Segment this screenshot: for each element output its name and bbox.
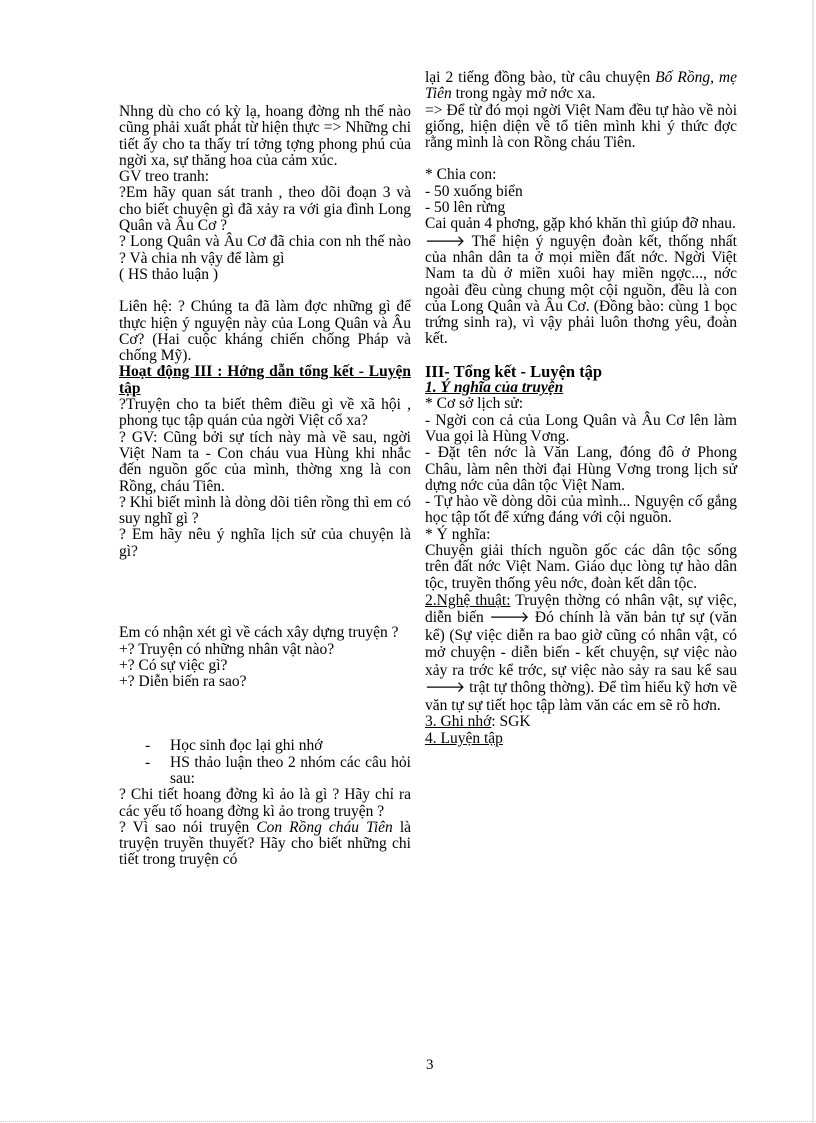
bullet-list: [119, 738, 411, 787]
arrow-right-icon: 🡒: [489, 608, 530, 627]
subsection-heading: 2.Nghệ thuật:: [425, 591, 511, 609]
list-item: - 50 lên rừng: [425, 199, 506, 217]
question: +? Diễn biến ra sao?: [119, 673, 247, 691]
question: ? Long Quân và Âu Cơ đã chia con nh thế nào ? Và chia nh vậy để làm gì: [119, 233, 411, 267]
list-item: - 50 xuống biển: [425, 182, 523, 200]
question: ?Truyện cho ta biết thêm điều gì về xã hội , phong tục tập quán của ngời Việt cổ xa?: [119, 396, 411, 430]
right-column: [425, 70, 737, 747]
arrow-right-icon: 🡒: [425, 678, 466, 697]
paragraph: Nhng dù cho có kỳ lạ, hoang đờng nh thế nào cũng phải xuất phát từ hiện thực => Những chi tiết ấy cho ta thấy trí tởng tợng phong phú của ngời xa, sự thăng hoa của cảm xúc.: [119, 103, 411, 169]
paragraph: lại 2 tiếng đồng bào, từ câu chuyện Bố Rồng, mẹ Tiên trong ngày mở nớc xa.: [425, 69, 737, 103]
subsection-heading: 4. Luyện tập: [425, 729, 503, 747]
question: ? GV: Cũng bởi sự tích này mà về sau, ngời Việt Nam ta - Con cháu vua Hùng khi nhắc đến nguồn gốc của mình, thờng xng là con Rồng, cháu Tiên.: [119, 428, 411, 495]
question: +? Truyện có những nhân vật nào?: [119, 640, 335, 658]
arrow-right-icon: 🡒: [425, 231, 466, 250]
paragraph: - Đặt tên nớc là Văn Lang, đóng đô ở Phong Châu, làm nên thời đại Hùng Vơng trong lịch sử dựng nớc của dân tộc Việt Nam.: [425, 444, 737, 494]
paragraph: Cai quản 4 phơng, gặp khó khăn thì giúp đỡ nhau.: [425, 215, 736, 233]
question: Em có nhận xét gì về cách xây dựng truyện ?: [119, 624, 399, 642]
question: ? Vì sao nói truyện Con Rồng cháu Tiên là truyện truyền thuyết? Hãy cho biết những chi tiết trong truyện có: [119, 818, 412, 869]
page-number: 3: [426, 1057, 434, 1073]
question: ?Em hãy quan sát tranh , theo dõi đoạn 3 và cho biết chuyện gì đã xảy ra với gia đình Long Quân và Âu Cơ ?: [119, 184, 411, 235]
paragraph: => Để từ đó mọi ngời Việt Nam đều tự hào về nòi giống, hiện diện về tổ tiên mình khi ý thức đợc rằng mình là con Rồng cháu Tiên.: [425, 101, 737, 152]
scrollbar[interactable]: [812, 0, 814, 1123]
paragraph: - Tự hào về dòng dõi của mình... Nguyện cố gắng học tập tốt để xứng đáng với cội nguồn.: [425, 493, 737, 527]
left-column: [119, 104, 411, 869]
paragraph: * Chia con:: [425, 166, 497, 184]
question: +? Có sự việc gì?: [119, 656, 228, 674]
page-bottom-border: [0, 1121, 816, 1122]
question: ? Chi tiết hoang đờng kì ảo là gì ? Hãy chỉ ra các yếu tố hoang đờng kì ảo trong truyện ?: [119, 786, 411, 820]
paragraph: Liên hệ: ? Chúng ta đã làm đợc những gì để thực hiện ý nguyện này của Long Quân và Âu Cơ? (Hai cuộc kháng chiến chống Pháp và chống Mỹ).: [119, 298, 411, 365]
paragraph: - Ngời con cả của Long Quân và Âu Cơ lên làm Vua gọi là Hùng Vơng.: [425, 411, 737, 445]
question: ? Khi biết mình là dòng dõi tiên rồng thì em có suy nghĩ gì ?: [119, 493, 411, 528]
list-item: - HS thảo luận theo 2 nhóm các câu hỏi sau:: [119, 755, 411, 788]
paragraph: GV treo tranh:: [119, 168, 210, 186]
subsection-heading: 3. Ghi nhớ: [425, 713, 492, 731]
paragraph: 2.Nghệ thuật: Truyện thờng có nhân vật, sự việc, diễn biến 🡒 Đó chính là văn bản tự sự (văn kể) (Sự việc diễn ra bao giờ cũng có nhân vật, có mở chuyện - diễn biến - kết chuyện, sự việc nào xảy ra trớc kể trớc, sự việc nào sảy ra sau kể sau 🡒 trật tự thông thờng). Để tìm hiểu kỹ hơn về văn tự sự tiết học tập làm văn các em sẽ rõ hơn.: [425, 591, 737, 714]
section-heading: III- Tổng kết - Luyện tập: [425, 361, 603, 381]
paragraph: * Cơ sở lịch sử:: [425, 395, 523, 413]
story-title: Bố Rồng, mẹ Tiên: [425, 69, 737, 103]
paragraph: * Ý nghĩa:: [425, 525, 491, 543]
paragraph: Chuyện giải thích nguồn gốc các dân tộc sống trên đất nớc Việt Nam. Giáo dục lòng tự hào dân tộc, truyền thống yêu nớc, đoàn kết dân tộc.: [425, 542, 737, 592]
paragraph: 3. Ghi nhớ: SGK: [425, 713, 531, 731]
activity-heading: Hoạt động III : Hớng dẫn tổng kết - Luyện tập: [119, 363, 411, 397]
subsection-heading: 1. Ý nghĩa của truyện: [425, 379, 564, 397]
question: ? Em hãy nêu ý nghĩa lịch sử của chuyện là gì?: [119, 526, 411, 560]
story-title: Con Rồng cháu Tiên: [256, 818, 393, 836]
paragraph: 🡒 Thể hiện ý nguyện đoàn kết, thống nhất của nhân dân ta ở mọi miền đất nớc. Ngời Việt Nam ta dù ở miền xuôi hay miền ngợc..., nớc ngoài đều cùng chung một cội nguồn, đều là con của Long Quân và Âu Cơ. (Đồng bào: cùng 1 bọc trứng sinh ra), vì vậy phải luôn thơng yêu, đoàn kết.: [425, 231, 737, 348]
list-item: - Học sinh đọc lại ghi nhớ: [119, 738, 411, 754]
note: ( HS thảo luận ): [119, 265, 219, 283]
